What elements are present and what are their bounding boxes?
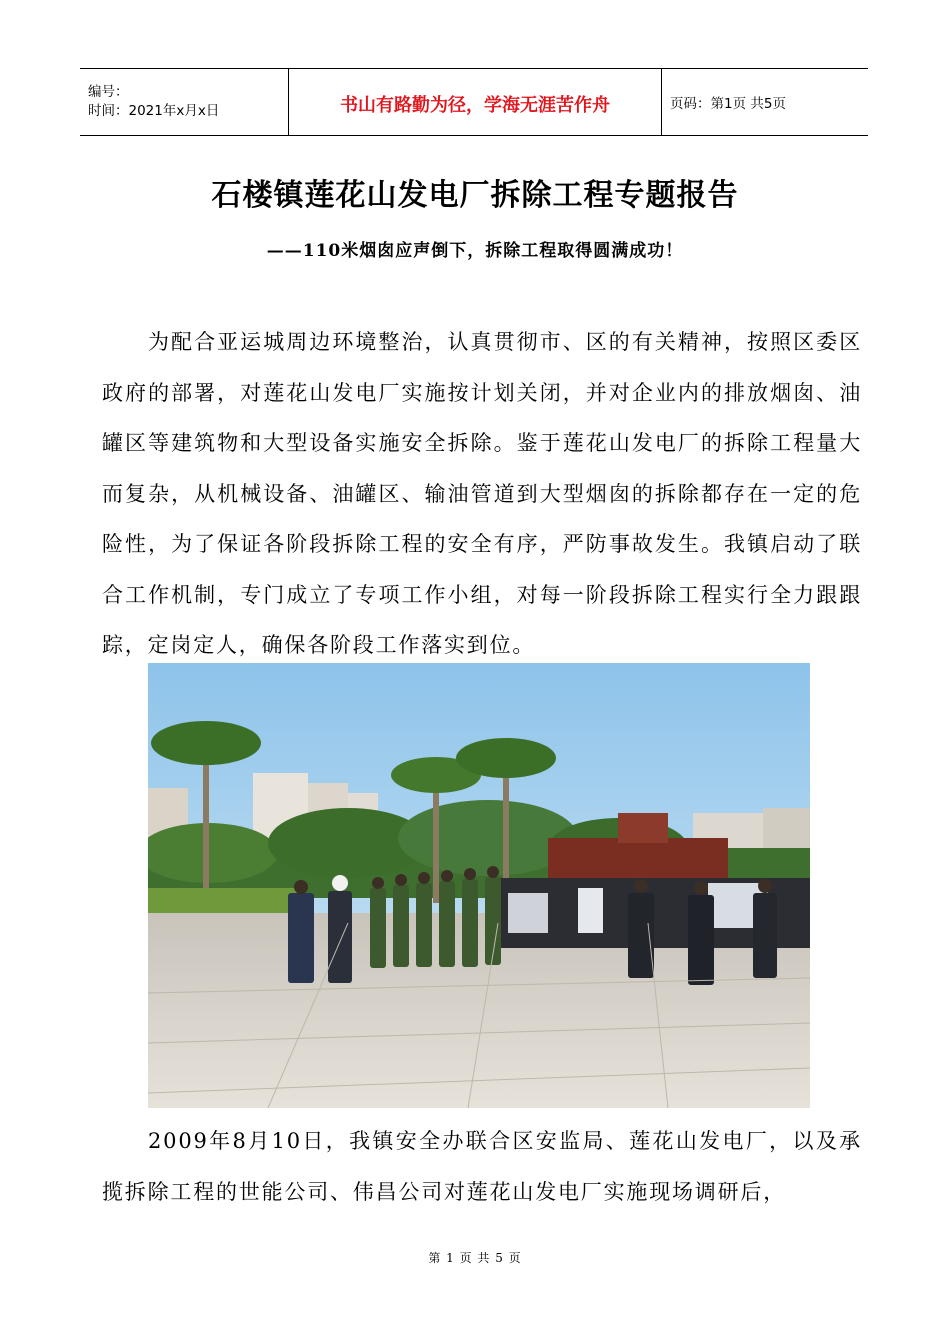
document-title: 石楼镇莲花山发电厂拆除工程专题报告 [211,178,739,213]
header-table [80,68,868,136]
number-label: 编号： [88,84,129,100]
body-paragraph-2: 2009年8月10日，我镇安全办联合区安监局、莲花山发电厂，以及承揽拆除工程的世能公司、伟昌公司对莲花山发电厂实施现场调研后， [102,1129,862,1204]
document-subtitle: ——110米烟囱应声倒下，拆除工程取得圆满成功！ [266,241,684,261]
header-page-label: 页码：第1页 共5页 [670,96,786,112]
body-paragraph-1: 为配合亚运城周边环境整治，认真贯彻市、区的有关精神，按照区委区政府的部署，对莲花山发电厂实施按计划关闭，并对企业内的排放烟囱、油罐区等建筑物和大型设备实施安全拆除。鉴于莲花山发电厂的拆除工程量大而复杂，从机械设备、油罐区、输油管道到大型烟囱的拆除都存在一定的危险性，为了保证各阶段拆除工程的安全有序，严防事故发生。我镇启动了联合工作机制，专门成立了专项工作小组，对每一阶段拆除工程实行全力跟跟踪，定岗定人，确保各阶段工作落实到位。 [102,330,862,657]
header-meta [80,69,289,136]
time-label: 时间：2021年x月x日 [88,103,220,119]
event-photo [148,663,810,1108]
page-footer: 第 1 页 共 5 页 [428,1251,522,1265]
header-motto: 书山有路勤为径，学海无涯苦作舟 [289,69,662,136]
